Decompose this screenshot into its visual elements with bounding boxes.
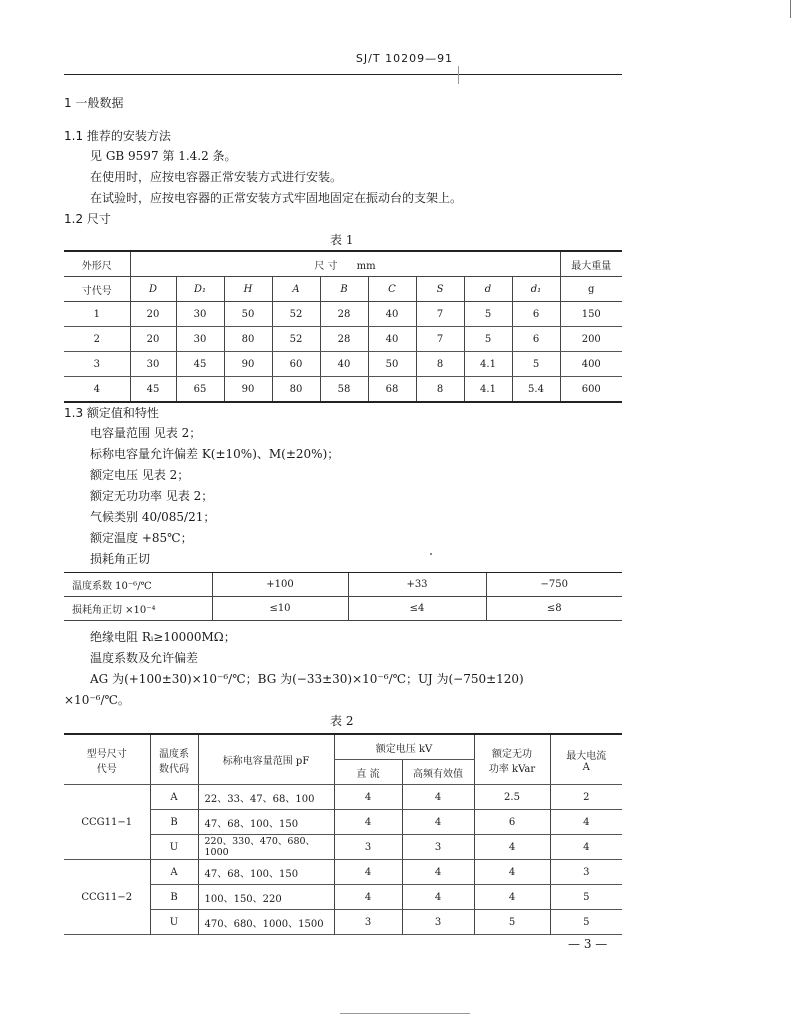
scan-speck <box>430 553 432 555</box>
s13-line-6: 额定温度 +85℃； <box>90 531 193 545</box>
table-row: 损耗角正切 ×10⁻⁴ ≤10 ≤4 ≤8 <box>64 597 622 621</box>
model-cell: CCG11−1 <box>64 785 150 860</box>
th-weight-unit: g <box>560 277 622 302</box>
table-row: 2 20 30 80 52 28 40 7 5 6 200 <box>64 327 622 352</box>
th-col-D1: D₁ <box>176 277 224 302</box>
th-weight: 最大重量 <box>560 251 622 277</box>
scan-edge-mark <box>790 0 791 18</box>
section-1-title: 1 一般数据 <box>64 96 124 110</box>
page-number: — 3 — <box>568 937 608 951</box>
th-rated-voltage: 额定电压 kV <box>334 734 474 760</box>
tc-tolerance-line-1: AG 为(+100±30)×10⁻⁶/℃；BG 为(−33±30)×10⁻⁶/℃；UJ 为(−750±120) <box>90 672 524 686</box>
s13-line-1: 电容量范围 见表 2； <box>90 426 202 440</box>
th-hf: 高频有效值 <box>402 760 474 785</box>
th-col-C: C <box>368 277 416 302</box>
ratings-table <box>64 733 622 935</box>
s11-line-1: 见 GB 9597 第 1.4.2 条。 <box>90 149 237 163</box>
table-2-caption: 表 2 <box>330 714 354 728</box>
th-model: 型号尺寸 代号 <box>64 734 150 785</box>
s11-line-2: 在使用时，应按电容器正常安装方式进行安装。 <box>90 170 343 184</box>
table-row: B 47、68、100、150 4 4 6 4 <box>64 810 622 835</box>
tc-tolerance-line-2: ×10⁻⁶/℃。 <box>64 693 130 707</box>
th-max-current: 最大电流 A <box>550 734 622 785</box>
section-1-1-title: 1.1 推荐的安装方法 <box>64 129 171 143</box>
scan-bottom-mark <box>340 1013 470 1014</box>
th-col-d: d <box>464 277 512 302</box>
table-row: B 100、150、220 4 4 4 5 <box>64 885 622 910</box>
s13-line-7: 损耗角正切 <box>90 552 151 566</box>
s13-line-2: 标称电容量允许偏差 K(±10%)、M(±20%)； <box>90 447 340 461</box>
th-col-d1: d₁ <box>512 277 560 302</box>
th-col-S: S <box>416 277 464 302</box>
section-1-2-title: 1.2 尺寸 <box>64 212 111 226</box>
s11-line-3: 在试验时，应按电容器的正常安装方式牢固地固定在振动台的支架上。 <box>90 191 463 205</box>
table-row: U 470、680、1000、1500 3 3 5 5 <box>64 910 622 935</box>
s13-line-3: 额定电压 见表 2； <box>90 468 190 482</box>
s13-line-5: 气候类别 40/085/21； <box>90 510 216 524</box>
table-row: CCG11−1 A 22、33、47、68、100 4 4 2.5 2 <box>64 785 622 810</box>
dimensions-table <box>64 250 622 403</box>
th-code-2: 寸代号 <box>64 277 130 302</box>
tc-tolerance-heading: 温度系数及允许偏差 <box>90 651 199 665</box>
th-dimension: 尺 寸 mm <box>130 251 560 277</box>
th-col-B: B <box>320 277 368 302</box>
th-col-H: H <box>224 277 272 302</box>
model-cell: CCG11−2 <box>64 860 150 935</box>
table-row: U 220、330、470、680、1000 3 3 4 4 <box>64 835 622 860</box>
table-row: 4 45 65 90 80 58 68 8 4.1 5.4 600 <box>64 377 622 403</box>
th-col-D: D <box>130 277 176 302</box>
table-1-caption: 表 1 <box>330 233 354 247</box>
table-row: CCG11−2 A 47、68、100、150 4 4 4 3 <box>64 860 622 885</box>
table-row: 温度系数 10⁻⁶/℃ +100 +33 −750 <box>64 573 622 597</box>
th-reactive-power: 额定无功 功率 kVar <box>474 734 550 785</box>
th-code-1: 外形尺 <box>64 251 130 277</box>
th-col-A: A <box>272 277 320 302</box>
th-dc: 直 流 <box>334 760 402 785</box>
s13-line-4: 额定无功功率 见表 2； <box>90 489 214 503</box>
scan-mark <box>458 66 459 84</box>
standard-header: SJ/T 10209—91 <box>355 52 454 65</box>
insulation-line: 绝缘电阻 Rᵢ≥10000MΩ； <box>90 630 236 644</box>
th-tc-code: 温度系 数代码 <box>150 734 198 785</box>
table-row: 1 20 30 50 52 28 40 7 5 6 150 <box>64 302 622 327</box>
tc-loss-table <box>64 572 622 621</box>
table-row: 3 30 45 90 60 40 50 8 4.1 5 400 <box>64 352 622 377</box>
header-rule <box>64 74 622 75</box>
section-1-3-title: 1.3 额定值和特性 <box>64 406 159 420</box>
th-cap-range: 标称电容量范围 pF <box>198 734 334 785</box>
